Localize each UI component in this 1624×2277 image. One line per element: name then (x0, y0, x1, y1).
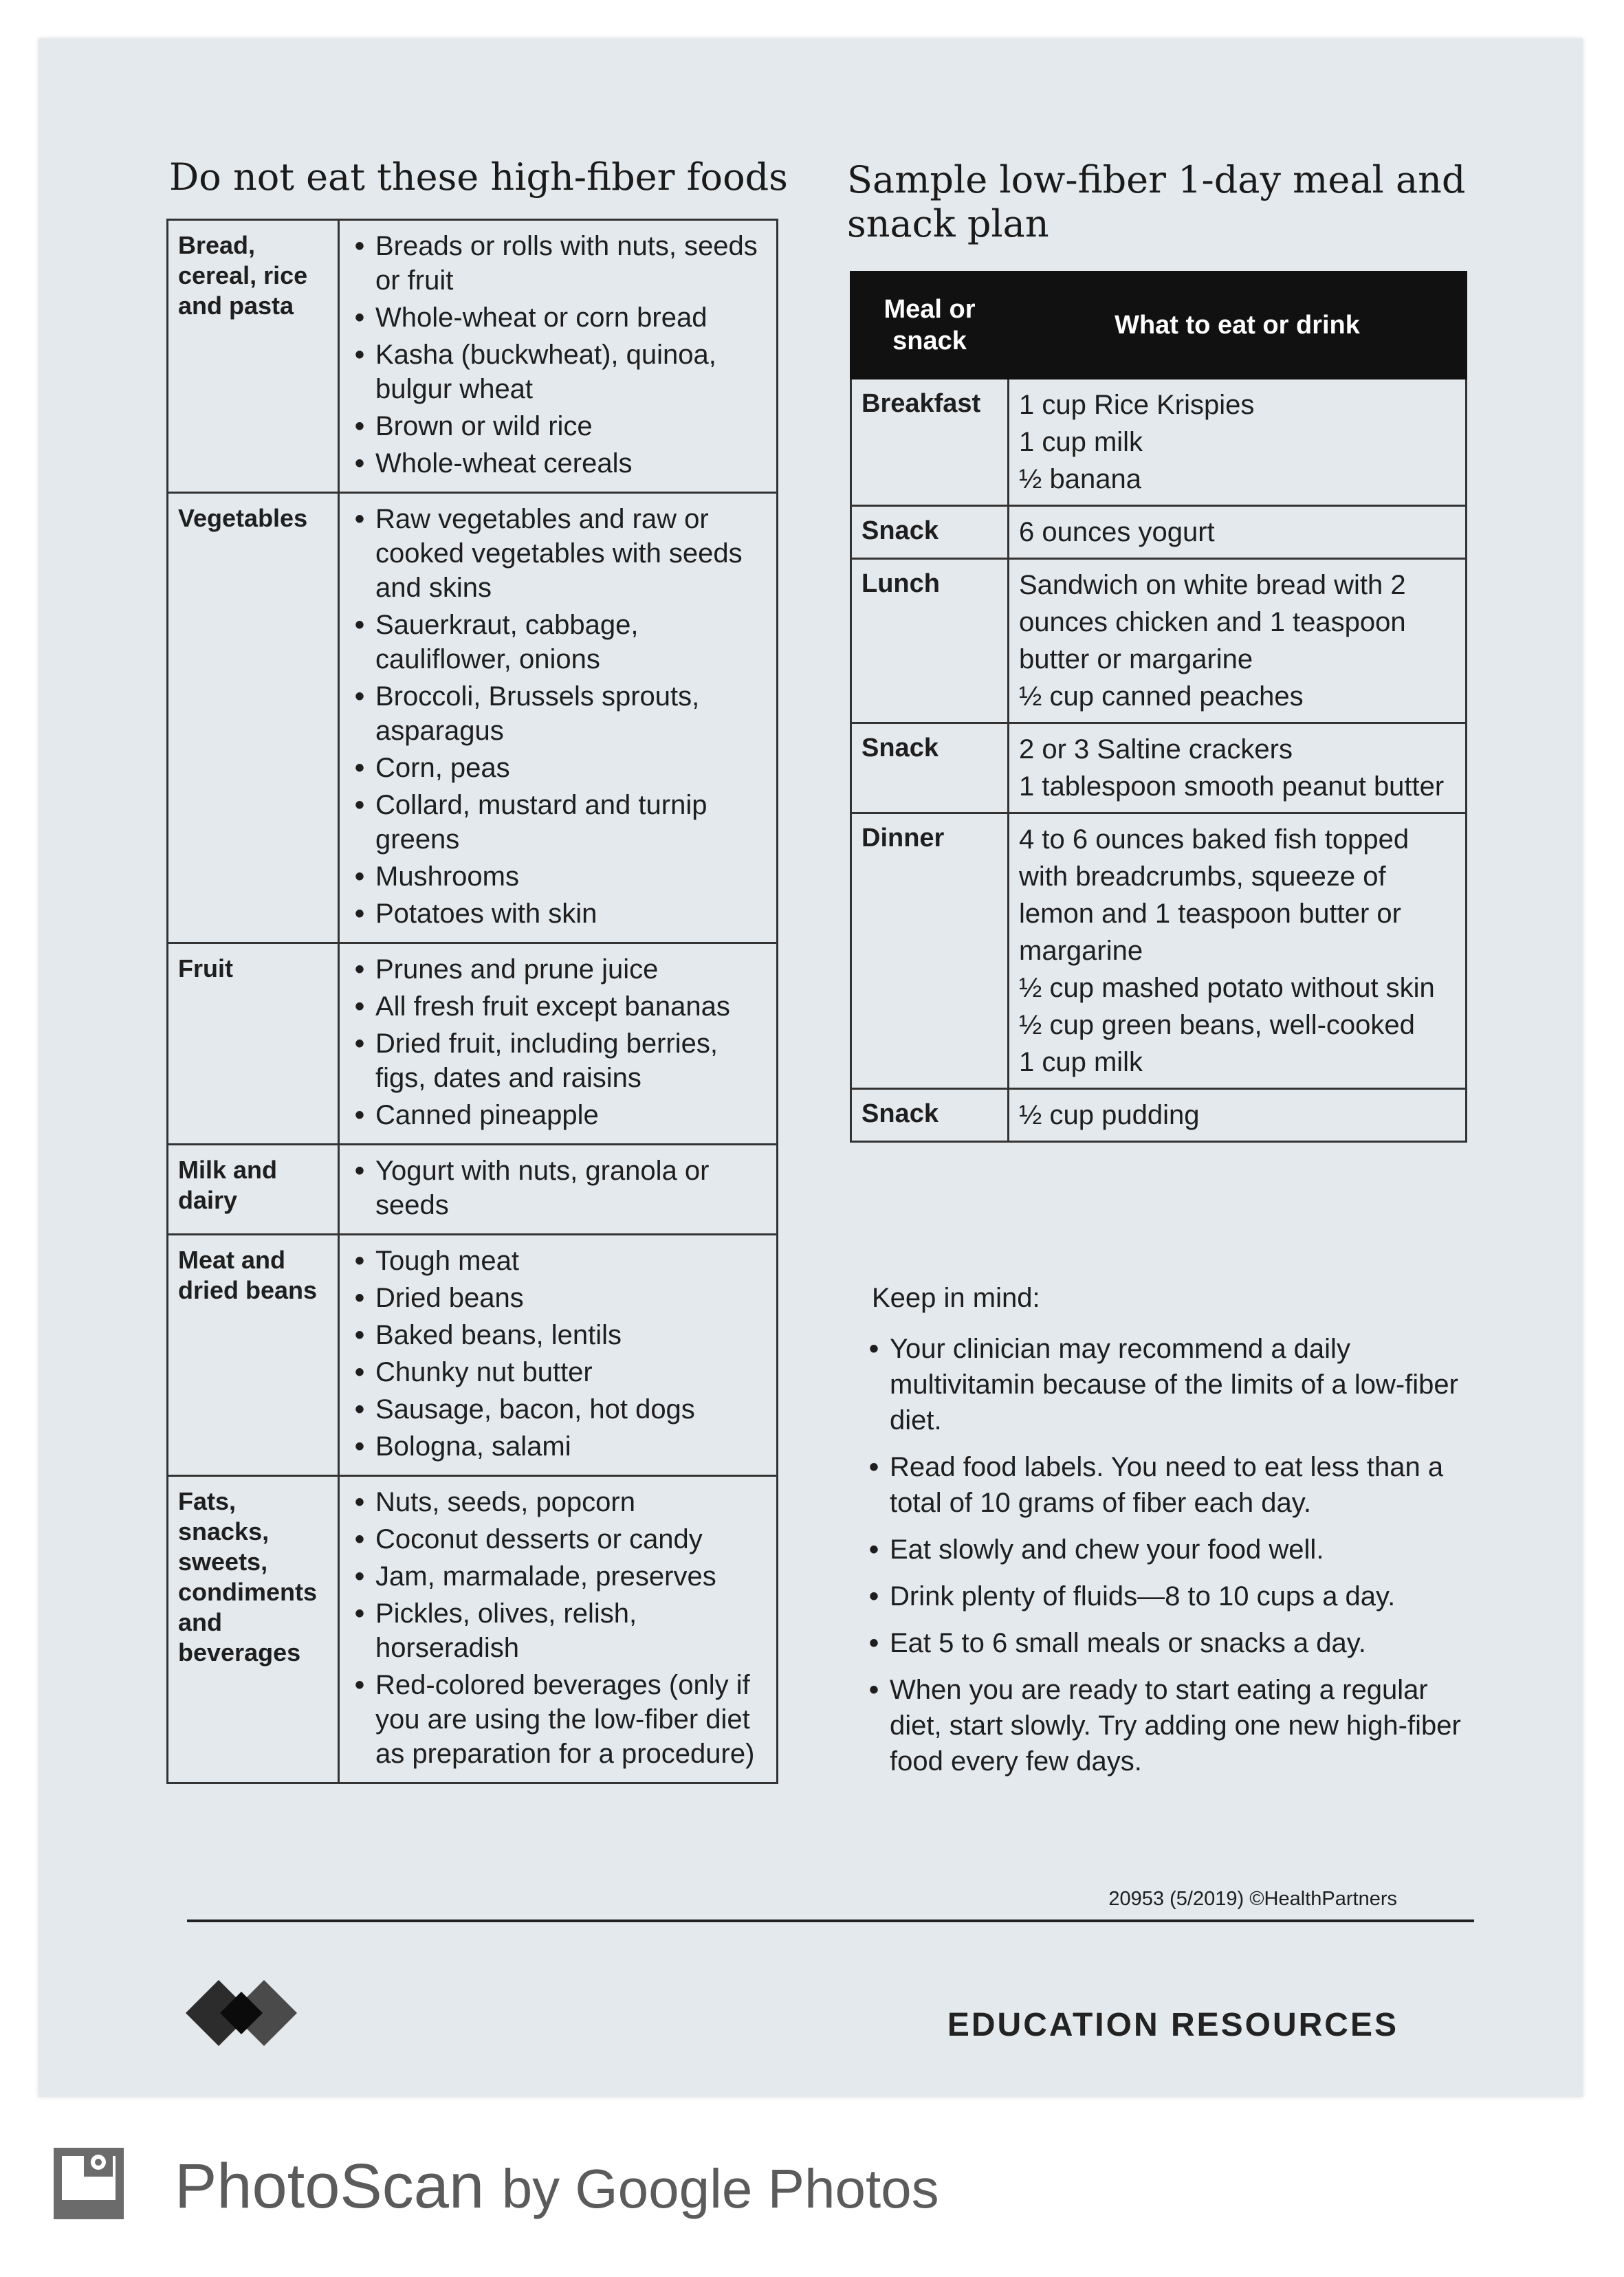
list-item: • Nuts, seeds, popcorn (349, 1485, 767, 1519)
list-item: • Mushrooms (349, 859, 767, 894)
list-item: • Eat 5 to 6 small meals or snacks a day. (864, 1625, 1482, 1661)
food-line: 6 ounces yogurt (1019, 517, 1215, 547)
list-item: • Dried fruit, including berries, figs, dates and raisins (349, 1026, 767, 1095)
list-item: • Jam, marmalade, preserves (349, 1559, 767, 1594)
food-line: ½ cup mashed potato without skin (1019, 973, 1435, 1003)
table-row (851, 379, 1467, 506)
food-cell (1009, 379, 1467, 506)
food-line: 4 to 6 ounces baked fish topped with breadcrumbs, squeeze of lemon and 1 teaspoon butter or margarine (1019, 824, 1409, 966)
list-item: • Potatoes with skin (349, 896, 767, 931)
meal-cell: Snack (851, 723, 1009, 813)
meal-plan-table (850, 271, 1467, 1143)
list-item: • Whole-wheat or corn bread (349, 300, 767, 335)
list-item: • Red-colored beverages (only if you are using the low-fiber diet as preparation for a procedure) (349, 1668, 767, 1771)
table-row (168, 1476, 778, 1783)
food-line: ½ cup canned peaches (1019, 681, 1304, 712)
list-item: • Dried beans (349, 1281, 767, 1315)
meal-cell: Dinner (851, 813, 1009, 1089)
diamond-logo-icon (183, 1977, 300, 2049)
footer-divider (187, 1920, 1474, 1922)
list-item: • Canned pineapple (349, 1098, 767, 1132)
keep-in-mind-title: Keep in mind: (872, 1283, 1040, 1313)
table-row (168, 1145, 778, 1235)
list-item: • Pickles, olives, relish, horseradish (349, 1596, 767, 1665)
list-item: • Baked beans, lentils (349, 1318, 767, 1352)
list-item: • When you are ready to start eating a regular diet, start slowly. Try adding one new high-fiber food every few days. (864, 1672, 1482, 1779)
list-item: • Eat slowly and chew your food well. (864, 1532, 1482, 1568)
food-cell (1009, 559, 1467, 723)
items-cell (339, 1476, 778, 1783)
meal-cell: Snack (851, 1089, 1009, 1142)
list-item: • Kasha (buckwheat), quinoa, bulgur wheat (349, 338, 767, 406)
list-item: • Breads or rolls with nuts, seeds or fruit (349, 229, 767, 298)
high-fiber-table (166, 219, 778, 1784)
column-header-what: What to eat or drink (1009, 272, 1467, 379)
table-row (851, 723, 1467, 813)
category-cell: Fruit (168, 943, 339, 1145)
footer-branding (175, 2150, 939, 2225)
list-item: • Sauerkraut, cabbage, cauliflower, onions (349, 608, 767, 676)
category-cell: Vegetables (168, 493, 339, 943)
table-row (851, 813, 1467, 1089)
list-item: • Brown or wild rice (349, 409, 767, 443)
food-line: 1 tablespoon smooth peanut butter (1019, 771, 1445, 802)
scanned-page (39, 38, 1583, 2097)
list-item: • Whole-wheat cereals (349, 446, 767, 481)
table-row (851, 506, 1467, 559)
category-cell: Meat and dried beans (168, 1235, 339, 1476)
items-cell (339, 493, 778, 943)
table-row (851, 559, 1467, 723)
food-line: 2 or 3 Saltine crackers (1019, 734, 1293, 764)
meal-cell: Snack (851, 506, 1009, 559)
food-cell (1009, 723, 1467, 813)
meal-cell: Breakfast (851, 379, 1009, 506)
meal-cell: Lunch (851, 559, 1009, 723)
list-item: • Coconut desserts or candy (349, 1522, 767, 1556)
items-cell (339, 220, 778, 493)
items-cell (339, 1235, 778, 1476)
list-item: • Your clinician may recommend a daily multivitamin because of the limits of a low-fiber diet. (864, 1331, 1482, 1438)
food-line: 1 cup milk (1019, 427, 1143, 457)
food-line: ½ cup green beans, well-cooked (1019, 1010, 1415, 1040)
list-item: • Sausage, bacon, hot dogs (349, 1392, 767, 1427)
list-item: • Bologna, salami (349, 1429, 767, 1464)
table-row (168, 943, 778, 1145)
list-item: • Chunky nut butter (349, 1355, 767, 1389)
category-cell: Milk and dairy (168, 1145, 339, 1235)
food-line: ½ cup pudding (1019, 1100, 1200, 1130)
food-line: Sandwich on white bread with 2 ounces chicken and 1 teaspoon butter or margarine (1019, 570, 1406, 674)
list-item: • Broccoli, Brussels sprouts, asparagus (349, 679, 767, 748)
list-item: • Tough meat (349, 1244, 767, 1278)
table-row (851, 1089, 1467, 1142)
list-item: • Read food labels. You need to eat less than a total of 10 grams of fiber each day. (864, 1449, 1482, 1521)
list-item: • Drink plenty of fluids—8 to 10 cups a day. (864, 1578, 1482, 1614)
list-item: • Yogurt with nuts, granola or seeds (349, 1154, 767, 1222)
education-resources-label: EDUCATION RESOURCES (947, 2007, 1398, 2043)
keep-in-mind-list (864, 1331, 1482, 1790)
category-cell: Fats, snacks, sweets, condiments and beverages (168, 1476, 339, 1783)
column-header-meal: Meal or snack (851, 272, 1009, 379)
photoscan-icon (51, 2145, 127, 2222)
by-google-photos: by Google Photos (501, 2158, 939, 2219)
items-cell (339, 1145, 778, 1235)
list-item: • All fresh fruit except bananas (349, 989, 767, 1024)
table-row (168, 1235, 778, 1476)
table-header-row (851, 272, 1467, 379)
meal-plan-title: Sample low-fiber 1-day meal and snack plan (847, 158, 1466, 245)
food-cell (1009, 1089, 1467, 1142)
food-cell (1009, 506, 1467, 559)
list-item: • Raw vegetables and raw or cooked vegetables with seeds and skins (349, 502, 767, 605)
category-cell: Bread, cereal, rice and pasta (168, 220, 339, 493)
table-row (168, 493, 778, 943)
list-item: • Collard, mustard and turnip greens (349, 788, 767, 857)
list-item: • Prunes and prune juice (349, 952, 767, 987)
food-line: 1 cup Rice Krispies (1019, 390, 1255, 420)
app-name: PhotoScan (175, 2151, 485, 2221)
list-item: • Corn, peas (349, 751, 767, 785)
document-code: 20953 (5/2019) ©HealthPartners (1108, 1888, 1397, 1910)
table-row (168, 220, 778, 493)
food-line: 1 cup milk (1019, 1047, 1143, 1077)
food-line: ½ banana (1019, 464, 1141, 494)
items-cell (339, 943, 778, 1145)
food-cell (1009, 813, 1467, 1089)
high-fiber-title: Do not eat these high-fiber foods (169, 155, 788, 199)
